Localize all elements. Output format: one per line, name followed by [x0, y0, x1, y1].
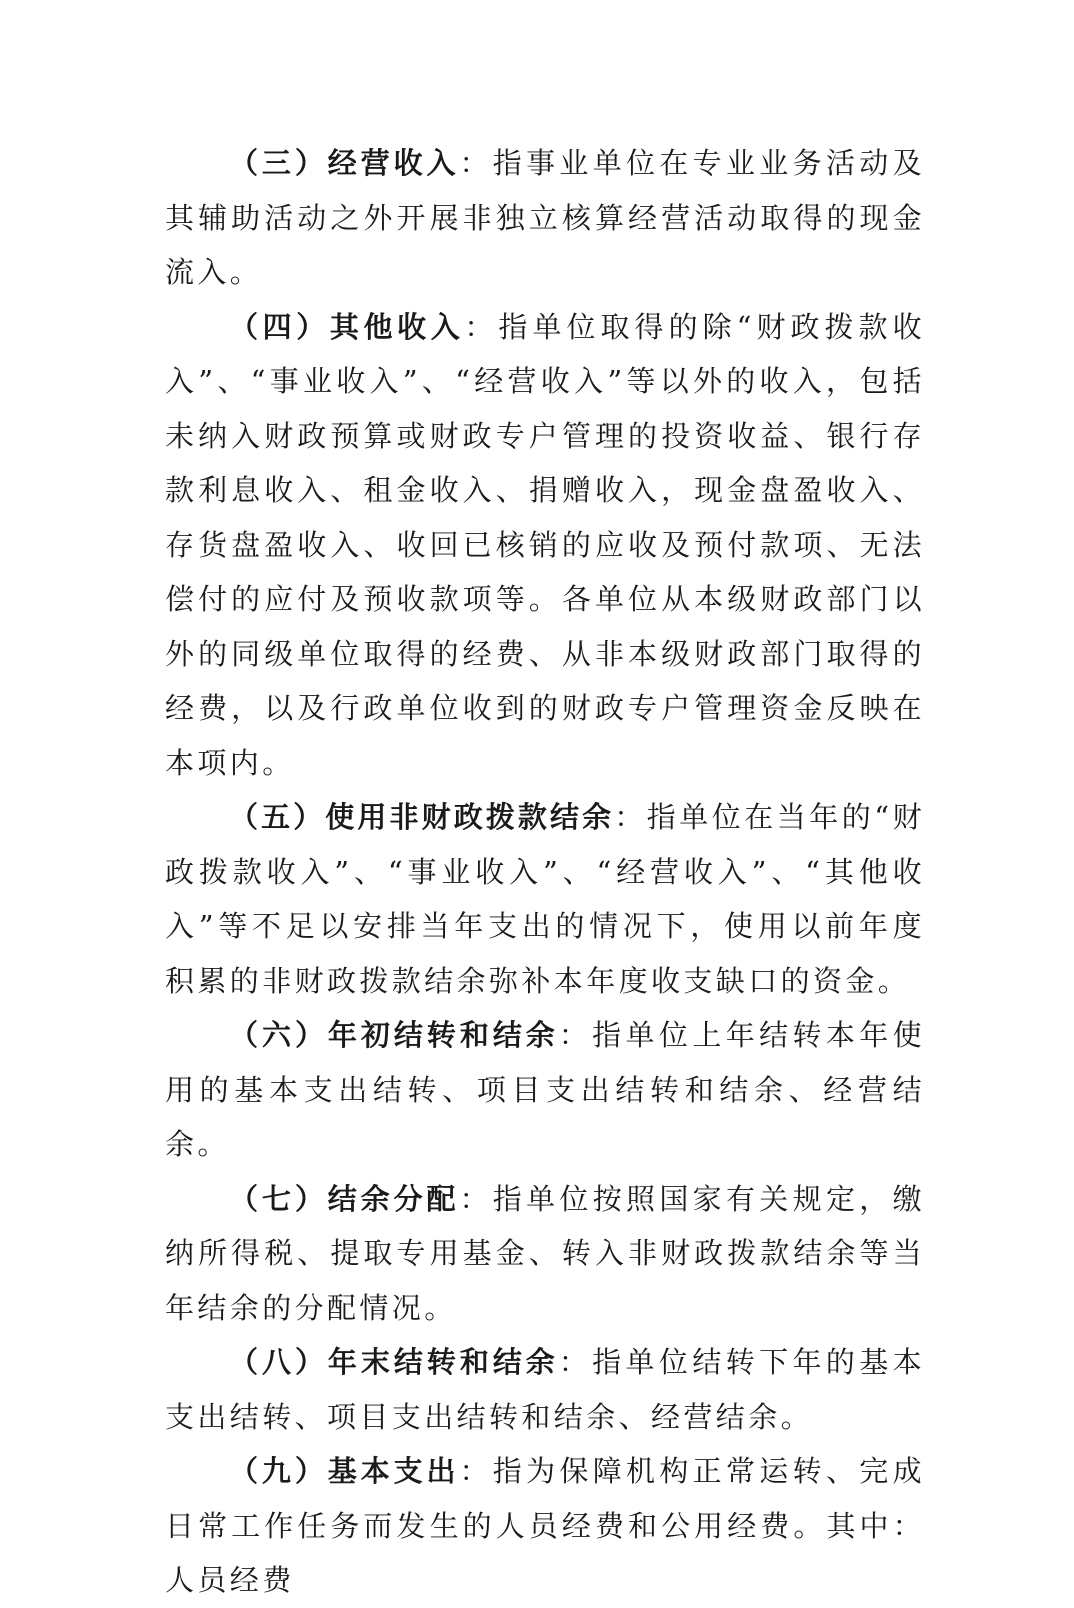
paragraph-text: ：指单位取得的除“财政拨款收入”、“事业收入”、“经营收入”等以外的收入，包括未纳入财政预算或财政专户管理的投资收益、银行存款利息收入、租金收入、捐赠收入，现金盘盈收入、存货盘盈收入、收回已核销的应收及预付款项、无法偿付的应付及预收款项等。各单位从本级财政部门以外的同级单位取得的经费、从非本级财政部门取得的经费，以及行政单位收到的财政专户管理资金反映在本项内。 — [165, 309, 925, 780]
term-heading: （八）年末结转和结余 — [229, 1345, 559, 1379]
term-heading: （九）基本支出 — [229, 1454, 460, 1488]
paragraph-opening-balance — [165, 1008, 925, 1172]
paragraph-text: ：指单位在当年的“财政拨款收入”、“事业收入”、“经营收入”、“其他收入”等不足以安排当年支出的情况下，使用以前年度积累的非财政拨款结余弥补本年度收支缺口的资金。 — [165, 800, 925, 998]
paragraph-non-fiscal-surplus — [165, 790, 925, 1008]
paragraph-closing-balance — [165, 1335, 925, 1444]
term-heading: （四）其他收入 — [229, 309, 465, 344]
paragraph-surplus-distribution — [165, 1172, 925, 1336]
term-heading: （五）使用非财政拨款结余 — [229, 800, 615, 834]
term-heading: （六）年初结转和结余 — [229, 1018, 559, 1052]
paragraph-other-income — [165, 300, 925, 791]
paragraph-text: ：指单位结转下年的基本支出结转、项目支出结转和结余、经营结余。 — [165, 1345, 925, 1434]
paragraph-text: ：指事业单位在专业业务活动及其辅助活动之外开展非独立核算经营活动取得的现金流入。 — [165, 146, 925, 289]
term-heading: （三）经营收入 — [229, 146, 460, 180]
paragraph-text: ：指单位上年结转本年使用的基本支出结转、项目支出结转和结余、经营结余。 — [165, 1018, 925, 1161]
document-body — [165, 136, 925, 1608]
paragraph-text: ：指单位按照国家有关规定，缴纳所得税、提取专用基金、转入非财政拨款结余等当年结余的分配情况。 — [165, 1181, 925, 1325]
paragraph-operating-income — [165, 136, 925, 300]
paragraph-basic-expenditure — [165, 1444, 925, 1608]
term-heading: （七）结余分配 — [229, 1181, 460, 1216]
paragraph-text: ：指为保障机构正常运转、完成日常工作任务而发生的人员经费和公用经费。其中：人员经费 — [165, 1454, 925, 1597]
